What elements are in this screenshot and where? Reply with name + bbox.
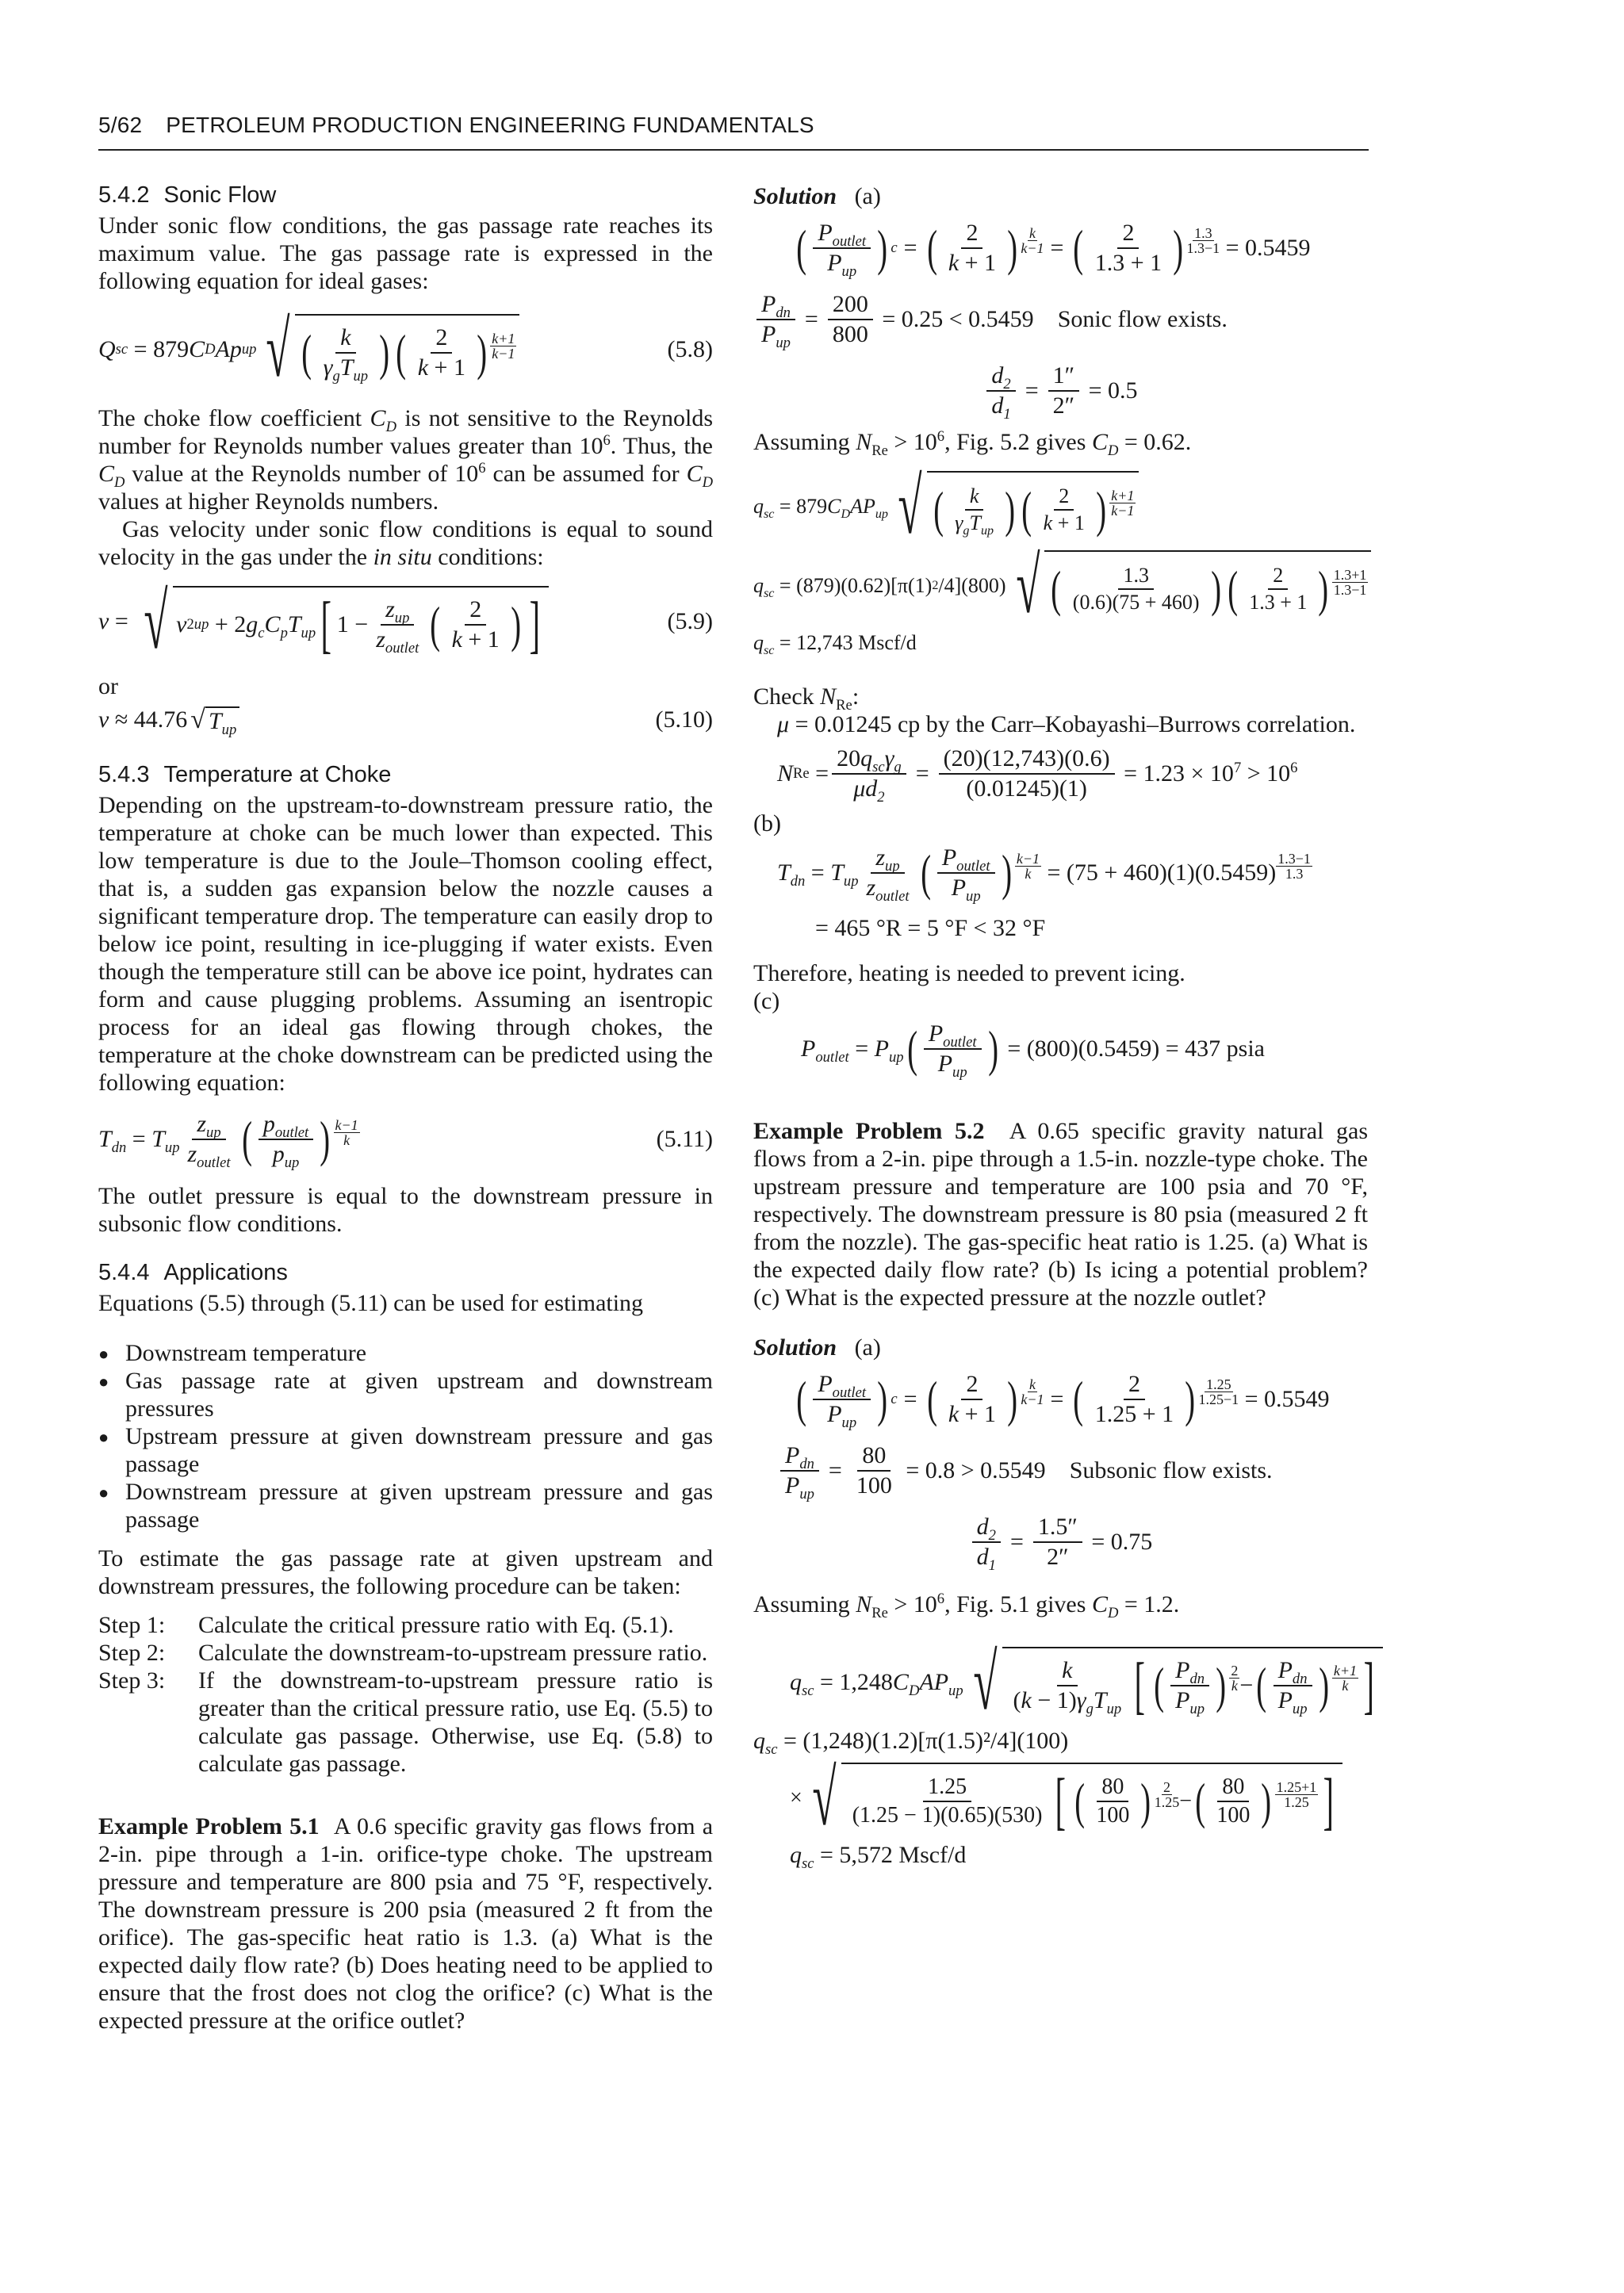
equation-number: (5.11) (656, 1126, 713, 1152)
solution-heading: Solution (a) (753, 1334, 881, 1361)
paragraph: Under sonic flow conditions, the gas passage rate reaches its maximum value. The gas passage rate is expressed in the following equation for ideal gases: (98, 212, 713, 294)
example-problem-5-1: Example Problem 5.1 A 0.6 specific gravity gas flows from a 2-in. pipe through a 1-in. orifice-type choke. The upstream pressure and temperature are 800 psia and 75 °F, respectively. The downstream pressure is 200 psia (measured 2 ft from the orifice). The gas-specific heat ratio is 1.3. (a) What is the expected daily flow rate? (b) Does heating need to be applied to ensure that the frost does not clog the orifice? (c) What is the expected pressure at the orifice outlet? (98, 1813, 714, 2034)
list-item: ● Downstream temperature (98, 1339, 713, 1367)
critical-ratio-eq-2: ( $\frac{P_{outlet}}{P_{up}}$ ) c = ( $\frac{2}{k + 1}$ ) $\frac{k}{k-1}$ = ( $\frac{2}{1.25 + 1}$ ) $\frac{1.25}{1.25-1}$ = 0.5549 (796, 1370, 1330, 1431)
list-item: ● Gas passage rate at given upstream and downstream pressures (98, 1367, 713, 1422)
step-list (98, 1611, 713, 1778)
qsc-subsonic-result-eq: $q_{sc}$ = 5,572 Mscf/d (790, 1842, 967, 1872)
diameter-ratio-eq-2: $\frac{d_2}{d_1}$ = $\frac{1.5''}{2''}$ = 0.75 (753, 1504, 1368, 1579)
diameter-ratio-eq-1: $\frac{d_2}{d_1}$ = $\frac{1''}{2''}$ = 0.5 (753, 353, 1368, 428)
icing-conclusion: Therefore, heating is needed to prevent icing. (753, 960, 1185, 986)
bullet-list (98, 1339, 713, 1533)
or-text: or (98, 673, 118, 699)
equation-5-9: v = √ v 2 up + 2 $g_cC_pT_{up}$ [ 1 − $\frac{z_{up}}{z_{outlet}}$ ( $\frac{2}{k + 1}$ ) ] (5.9) (98, 577, 713, 665)
viscosity-text: μ = 0.01245 cp by the Carr–Kobayashi–Burrows correlation. (777, 711, 1356, 737)
header-rule (98, 149, 1369, 151)
paragraph: Depending on the upstream-to-downstream pressure ratio, the temperature at choke can be much lower than expected. This low temperature is due to the Joule–Thomson cooling effect, that is, a sudden gas expansion below the nozzle causes a significant temperature drop. The temperature can easily drop to below ice point, resulting in ice-plugging if water exists. Even though the temperature still can be above ice point, hydrates can form and cause plugging problems. Assuming an isentropic process for an ideal gas flowing through chokes, the temperature at the choke downstream can be predicted using the following equation: (98, 792, 713, 1096)
equation-5-10: v ≈ 44.76 √ $T_{up}$ (5.10) (98, 705, 713, 738)
equation-number: (5.8) (667, 336, 713, 362)
assumption-text: Assuming $N_{Re} > 10^6$, Fig. 5.2 gives $C_D = 0.62$. (753, 428, 1192, 459)
page-number: 5/62 (98, 113, 143, 137)
step-label: Step 3: (98, 1667, 166, 1694)
step-text: Calculate the critical pressure ratio with Eq. (5.1). (198, 1612, 674, 1638)
pressure-ratio-eq-2: $\frac{P_{dn}}{P_{up}}$ = $\frac{80}{100}$ = 0.8 > 0.5549 Subsonic flow exists. (753, 1437, 1368, 1504)
check-nre-text: Check $N_{Re}$: (753, 683, 860, 714)
paragraph: The choke flow coefficient $C_D$ is not sensitive to the Reynolds number for Reynolds number values greater than $10^6$. Thus, the $C_D$ value at the Reynolds number of $10^6$ can be assumed for $C_D$ values at higher Reynolds numbers. (98, 405, 714, 515)
paragraph: To estimate the gas passage rate at given upstream and downstream pressures, the following procedure can be taken: (98, 1545, 713, 1599)
step-label: Step 1: (98, 1612, 166, 1638)
part-c-label: (c) (753, 988, 780, 1014)
part-b-label: (b) (753, 810, 781, 836)
paragraph: The outlet pressure is equal to the downstream pressure in subsonic flow conditions. (98, 1183, 713, 1237)
qsc-subsonic-substitution-eq: $q_{sc}$ = (1,248)(1.2)[π(1.5)²/4](100) (753, 1728, 1069, 1758)
equation-5-8: Q sc = 879 C D Ap up √ ( $\frac{k}{\gamma_gT_{up}}$ ) ( $\frac{2}{k + 1}$ ) k+1 k−1 (5.8) (98, 305, 713, 393)
reynolds-eq: N Re = $\frac{20q_{sc}\gamma_g}{\mu d_2}$ = $\frac{(20)(12,743)(0.6)}{(0.01245)(1)}$ = $1.23 \times 10^7 > 10^6$ (777, 745, 1298, 806)
section-heading-5-4-2: 5.4.2 Sonic Flow (98, 182, 277, 208)
tdn-eq: $T_{dn}$ = $T_{up}$ $\frac{z_{up}}{z_{outlet}}$ ( $\frac{P_{outlet}}{P_{up}}$ ) $\frac{k-1}{k}$ = (75 + 460)(1)(0.5459) 1.3−1 1.3 (777, 844, 1311, 905)
qsc-result-eq: $q_{sc}$ = 12,743 Mscf/d (753, 631, 917, 658)
equation-number: (5.10) (655, 706, 713, 733)
equation-number: (5.9) (667, 608, 713, 634)
step-text: If the downstream-to-upstream pressure ratio is greater than the critical pressure ratio, use Eq. (5.5) to calculate gas passage. Otherwise, use Eq. (5.8) to calculate gas passage. (198, 1667, 713, 1777)
solution-heading: Solution (a) (753, 183, 881, 209)
assumption-text: Assuming $N_{Re} > 10^6$, Fig. 5.1 gives $C_D = 1.2$. (753, 1591, 1180, 1621)
tdn-result-eq: = 465 °R = 5 °F < 32 °F (815, 915, 1046, 941)
section-heading-5-4-4: 5.4.4 Applications (98, 1260, 288, 1285)
equation-5-11: $T_{dn}$ = $T_{up}$ $\frac{z_{up}}{z_{outlet}}$ ( $\frac{p_{outlet}}{p_{up}}$ ) k−1 k (5.11) (98, 1111, 713, 1171)
left-column (98, 182, 713, 2035)
book-title: PETROLEUM PRODUCTION ENGINEERING FUNDAMENTALS (166, 113, 814, 137)
right-column (753, 182, 1374, 1873)
paragraph: Gas velocity under sonic flow conditions is equal to sound velocity in the gas under the in situ conditions: (98, 516, 713, 570)
qsc-formula-eq: $q_{sc}$ = 879 $C_DAP_{up}$ √ ( $\frac{k}{\gamma_gT_{up}}$ ) ( $\frac{2}{k + 1}$ ) k+1 k−1 (753, 467, 1368, 546)
running-header (98, 113, 1367, 138)
section-heading-5-4-3: 5.4.3 Temperature at Choke (98, 762, 392, 787)
qsc-subsonic-radical-eq: × √ $\frac{1.25}{(1.25 - 1)(0.65)(530)}$ [ ( $\frac{80}{100}$ ) 2 1.25 − ( $\frac{80}{100}$ ) 1.25+1 1.25 ] (753, 1759, 1368, 1838)
qsc-substitution-eq: $q_{sc}$ = (879)(0.62)[π(1) 2 /4](800) √ ( $\frac{1.3}{(0.6)(75 + 460)}$ ) ( $\frac{2}{1.3 + 1}$ ) 1.3+1 1.3−1 (753, 546, 1368, 626)
step-label: Step 2: (98, 1640, 166, 1666)
outlet-pressure-eq: $P_{outlet}$ = $P_{up}$ ( $\frac{P_{outlet}}{P_{up}}$ ) = (800)(0.5459) = 437 psia (801, 1020, 1265, 1081)
example-problem-5-2: Example Problem 5.2 A 0.65 specific gravity natural gas flows from a 2-in. pipe through a 1.5-in. nozzle-type choke. The upstream pressure and temperature are 100 psia and 70 °F, respectively. The downstream pressure is 80 psia (measured 2 ft from the nozzle). The gas-specific heat ratio is 1.25. (a) What is the expected daily flow rate? (b) Is icing a potential problem? (c) What is the expected pressure at the nozzle outlet? (753, 1118, 1368, 1311)
pressure-ratio-eq-1: $\frac{P_{dn}}{P_{up}}$ = $\frac{200}{800}$ = 0.25 < 0.5459 Sonic flow exists. (753, 285, 1368, 353)
critical-ratio-eq-1: ( $\frac{P_{outlet}}{P_{up}}$ ) c = ( $\frac{2}{k + 1}$ ) $\frac{k}{k-1}$ = ( $\frac{2}{1.3 + 1}$ ) $\frac{1.3}{1.3-1}$ = 0.5459 (796, 219, 1311, 280)
step-text: Calculate the downstream-to-upstream pressure ratio. (198, 1640, 708, 1666)
qsc-subsonic-formula-eq: $q_{sc}$ = 1,248 $C_DAP_{up}$ √ $\frac{k}{(k - 1)\gamma_gT_{up}}$ [ ( $\frac{P_{dn}}{P_{up}}$ ) 2 k − ( $\frac{P_{dn}}{P_{up}}$ ) k+1 k ] (753, 1640, 1368, 1724)
list-item: ● Upstream pressure at given downstream pressure and gas passage (98, 1422, 713, 1478)
list-item: ● Downstream pressure at given upstream pressure and gas passage (98, 1478, 713, 1533)
paragraph: Equations (5.5) through (5.11) can be used for estimating (98, 1290, 644, 1316)
